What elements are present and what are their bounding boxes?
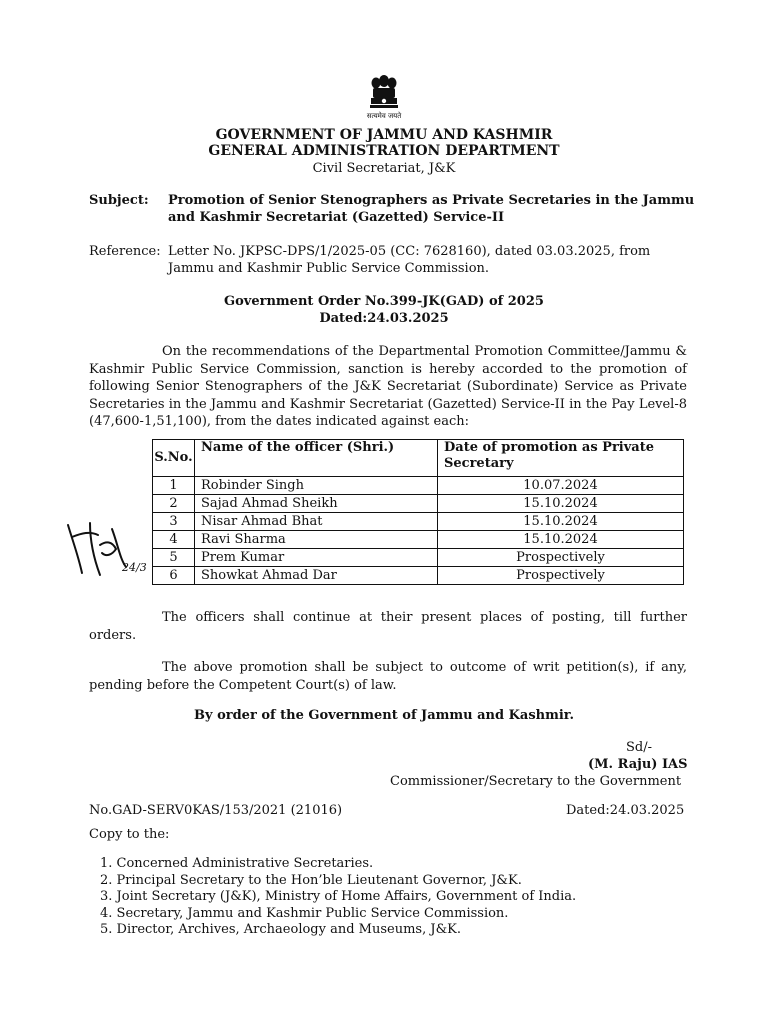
table-row	[153, 495, 684, 513]
reference-label: Reference:	[89, 244, 161, 259]
col-header-name: Name of the officer (Shri.)	[195, 440, 438, 477]
body-paragraph-3: The above promotion shall be subject to outcome of writ petition(s), if any, pending before the Competent Court(s) of law.	[89, 660, 687, 693]
reference-line-1: Letter No. JKPSC-DPS/1/2025-05 (CC: 7628160), dated 03.03.2025, from	[168, 244, 651, 259]
cell-date: 15.10.2024	[438, 495, 684, 513]
file-dated: Dated:24.03.2025	[566, 803, 685, 818]
subject-line-1: Promotion of Senior Stenographers as Private Secretaries in the Jammu	[168, 193, 695, 208]
cell-name: Nisar Ahmad Bhat	[195, 513, 438, 531]
subject-label: Subject:	[89, 193, 149, 208]
svg-text:सत्यमेव जयते: सत्यमेव जयते	[366, 112, 402, 120]
cell-sno: 6	[153, 567, 195, 585]
cell-date: Prospectively	[438, 549, 684, 567]
table-row	[153, 477, 684, 495]
cell-sno: 5	[153, 549, 195, 567]
body-paragraph-2: The officers shall continue at their present places of posting, till further orders.	[89, 610, 687, 643]
handwritten-initials	[60, 515, 160, 585]
header-government: GOVERNMENT OF JAMMU AND KASHMIR	[215, 127, 553, 143]
list-item: 2. Principal Secretary to the Hon’ble Lieutenant Governor, J&K.	[100, 872, 522, 888]
promotion-table	[152, 439, 684, 585]
cell-name: Showkat Ahmad Dar	[195, 567, 438, 585]
cell-sno: 2	[153, 495, 195, 513]
cell-name: Ravi Sharma	[195, 531, 438, 549]
file-number: No.GAD-SERV0KAS/153/2021 (21016)	[89, 803, 343, 818]
by-order-line: By order of the Government of Jammu and Kashmir.	[194, 708, 574, 723]
reference-line-2: Jammu and Kashmir Public Service Commission.	[168, 261, 490, 276]
list-item: 5. Director, Archives, Archaeology and Museums, J&K.	[100, 922, 461, 937]
order-title: Government Order No.399-JK(GAD) of 2025	[224, 294, 544, 309]
copy-to-label: Copy to the:	[89, 827, 170, 842]
table-header-row	[153, 440, 684, 477]
header-secretariat: Civil Secretariat, J&K	[312, 161, 456, 176]
subject-line-2: and Kashmir Secretariat (Gazetted) Service-II	[168, 210, 505, 225]
cell-date: Prospectively	[438, 567, 684, 585]
copy-to-list	[100, 856, 576, 939]
cell-sno: 4	[153, 531, 195, 549]
state-emblem-icon	[366, 72, 402, 124]
list-item: 1. Concerned Administrative Secretaries.	[100, 856, 374, 871]
col-header-date: Date of promotion as Private Secretary	[438, 440, 684, 477]
list-item: 4. Secretary, Jammu and Kashmir Public Service Commission.	[100, 905, 509, 921]
order-dated: Dated:24.03.2025	[319, 311, 449, 326]
cell-name: Sajad Ahmad Sheikh	[195, 495, 438, 513]
cell-date: 15.10.2024	[438, 513, 684, 531]
cell-name: Prem Kumar	[195, 549, 438, 567]
signature-sd: Sd/-	[626, 740, 652, 755]
table-row	[153, 531, 684, 549]
table-row	[153, 549, 684, 567]
header-department: GENERAL ADMINISTRATION DEPARTMENT	[208, 143, 560, 159]
cell-date: 10.07.2024	[438, 477, 684, 495]
col-header-sno: S.No.	[153, 440, 195, 477]
cell-name: Robinder Singh	[195, 477, 438, 495]
signature-designation: Commissioner/Secretary to the Government	[390, 774, 682, 789]
body-paragraph-1: On the recommendations of the Departmental Promotion Committee/Jammu & Kashmir Public Service Commission, sanction is hereby accorded to the promotion of following Senior Stenographers of the J&K Secretariat (Subordinate) Service as Private Secretaries in the Jammu and Kashmir Secretariat (Gazetted) Service-II in the Pay Level-8 (47,600-1,51,100), from the dates indicated against each:	[89, 344, 687, 429]
cell-date: 15.10.2024	[438, 531, 684, 549]
cell-sno: 3	[153, 513, 195, 531]
initials-date: 24/3	[122, 561, 147, 574]
list-item: 3. Joint Secretary (J&K), Ministry of Home Affairs, Government of India.	[100, 889, 577, 904]
cell-sno: 1	[153, 477, 195, 495]
signature-name: (M. Raju) IAS	[588, 757, 688, 772]
table-row	[153, 513, 684, 531]
table-row	[153, 567, 684, 585]
